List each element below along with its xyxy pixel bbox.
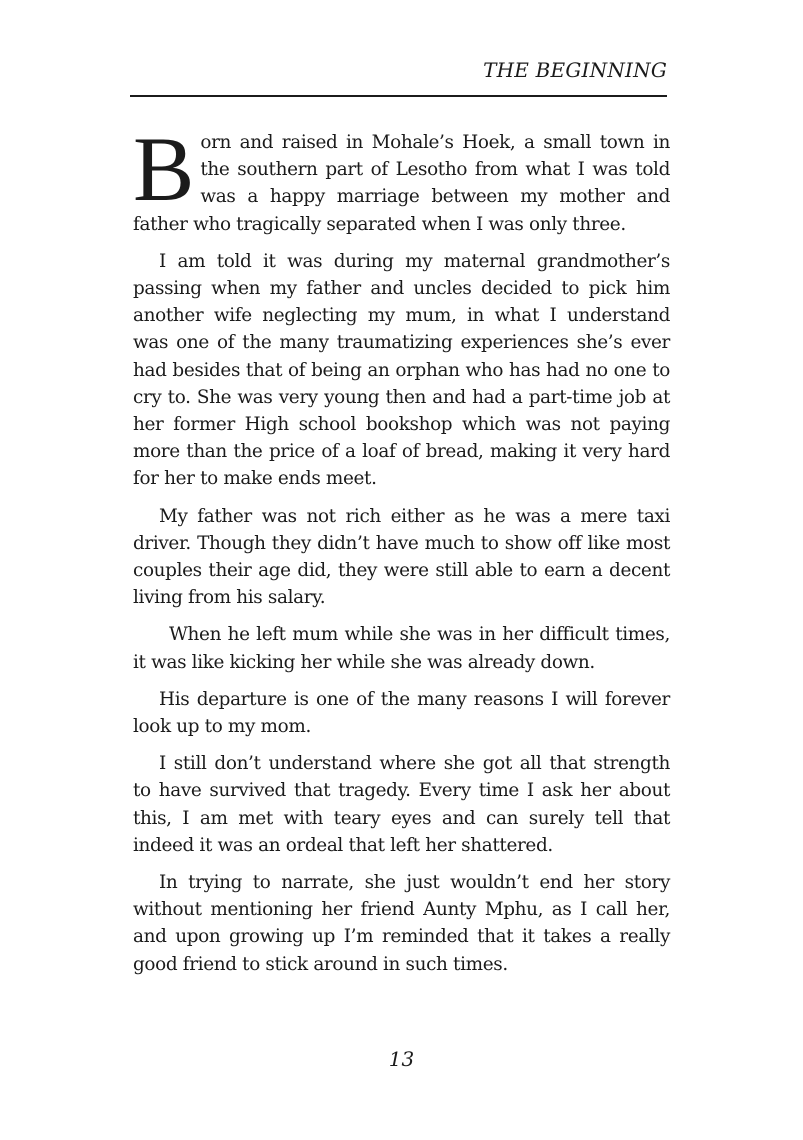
drop-cap: B — [133, 118, 195, 220]
paragraph-3: My father was not rich either as he was a mere taxi driver. Though they didn’t have much to show off like most couples their age did, they were still able to earn a decent living from his salary. — [133, 505, 670, 609]
paragraph-6: I still don’t understand where she got all that strength to have survived that tragedy. Every time I ask her about this, I am met with teary eyes and can surely tell that indeed it was an ordeal that left her shattered. — [133, 753, 670, 856]
page-number: 13 — [388, 1047, 415, 1071]
paragraph-5: His departure is one of the many reasons I will forever look up to my mom. — [133, 688, 670, 738]
paragraph-7: In trying to narrate, she just wouldn’t end her story without mentioning her friend Aunty Mphu, as I call her, and upon growing up I’m reminded that it takes a really good friend to stick around in such times. — [133, 872, 670, 975]
chapter-title: THE BEGINNING — [483, 58, 667, 82]
header-rule — [130, 95, 667, 97]
paragraph-1 — [133, 118, 670, 238]
paragraph-2: I am told it was during my maternal grandmother’s passing when my father and uncles decided to pick him another wife neglecting my mum, in what I understand was one of the many traumatizing experiences she’s ever had besides that of being an orphan who has had no one to cry to. She was very young then and had a part-time job at her former High school bookshop which was not paying more than the price of a loaf of bread, making it very hard for her to make ends meet. — [133, 250, 670, 490]
paragraph-1-text: orn and raised in Mohale’s Hoek, a small town in the southern part of Lesotho from what I was told was a happy marriage between my mother and father who tragically separated when I was only three. — [133, 132, 670, 235]
body-text — [133, 118, 670, 988]
paragraph-4: When he left mum while she was in her difficult times, it was like kicking her while she was already down. — [133, 624, 670, 673]
